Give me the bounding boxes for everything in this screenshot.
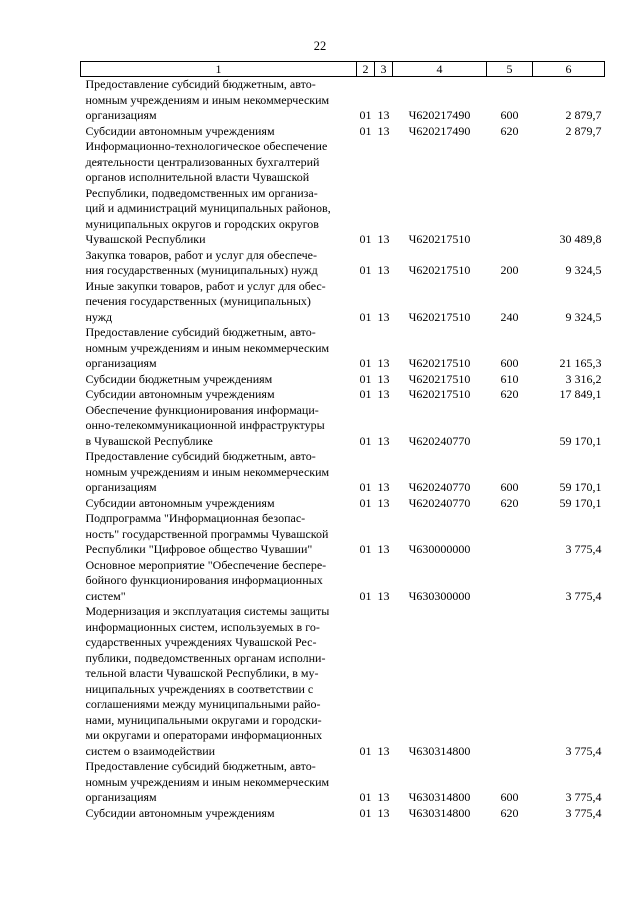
expense-type-code: [487, 139, 533, 248]
row-name-line: номным учреждениям и иным некоммерческим: [85, 340, 330, 355]
section-code: 01: [359, 263, 372, 277]
table-row: [81, 325, 605, 372]
row-name-line: Подпрограмма "Информационная безопас-: [85, 511, 306, 525]
row-name-line: Предоставление субсидий бюджетным, авто-: [85, 77, 316, 91]
target-article-code: Ч620217510: [408, 371, 471, 386]
target-article-code: Ч630314800: [408, 805, 471, 820]
expense-type-code: 600: [500, 108, 519, 122]
target-article-code: Ч620217510: [408, 356, 471, 370]
target-article-code: Ч620217490: [408, 108, 471, 122]
row-name-line: ций и администраций муниципальных районов,: [85, 201, 331, 215]
row-name-line: Республики, подведомственных им организа-: [85, 185, 318, 200]
row-name-line: бойного функционирования информационных: [85, 573, 323, 587]
budget-table: [80, 61, 605, 821]
table-row: [81, 372, 605, 388]
row-name: [81, 759, 357, 806]
target-article-code: Ч620240770: [408, 480, 471, 494]
row-name-line: нужд: [85, 309, 113, 324]
amount: 3 775,4: [565, 790, 602, 804]
amount: 3 316,2: [565, 371, 602, 386]
expense-type-code: [487, 558, 533, 605]
row-name-line: Иные закупки товаров, работ и услуг для обес-: [85, 278, 326, 293]
row-name-line: деятельности централизованных бухгалтерий: [85, 154, 320, 169]
row-name: [81, 604, 357, 759]
row-name-line: сударственных учреждениях Чувашской Рес-: [85, 635, 317, 649]
row-name: [81, 279, 357, 326]
page-number: 22: [313, 39, 327, 53]
target-article-code: Ч630300000: [408, 588, 471, 603]
row-name-line: Основное мероприятие "Обеспечение беспере-: [85, 557, 327, 572]
section-code: 01: [359, 480, 372, 494]
subsection-code: 13: [377, 542, 390, 556]
target-article-code: Ч620240770: [408, 495, 471, 510]
row-name-line: номным учреждениям и иным некоммерческим: [85, 774, 330, 789]
section-code: 01: [359, 108, 372, 122]
table-body: [81, 77, 605, 822]
target-article-code: Ч620217510: [408, 309, 471, 324]
table-row: [81, 511, 605, 558]
expense-type-code: 600: [500, 480, 519, 494]
row-name: [81, 449, 357, 496]
subsection-code: 13: [377, 123, 390, 138]
row-name-line: Чувашской Республики: [85, 232, 206, 246]
target-article-code: Ч620240770: [408, 433, 471, 448]
row-name-line: организациям: [85, 790, 157, 804]
row-name-line: Субсидии автономным учреждениям: [85, 805, 275, 820]
row-name-line: Информационно-технологическое обеспечение: [85, 139, 328, 153]
subsection-code: 13: [377, 480, 390, 494]
expense-type-code: 620: [500, 805, 519, 820]
table-header-row: [81, 62, 605, 77]
section-code: 01: [359, 433, 372, 448]
row-name-line: онно-телекоммуникационной инфраструктуры: [85, 418, 325, 432]
row-name-line: Предоставление субсидий бюджетным, авто-: [85, 449, 316, 463]
target-article-code: Ч620217510: [408, 263, 471, 277]
row-name-line: информационных систем, используемых в го-: [85, 619, 320, 634]
section-code: 01: [359, 790, 372, 804]
amount: 3 775,4: [565, 588, 602, 603]
amount: 3 775,4: [565, 743, 602, 758]
row-name-line: Предоставление субсидий бюджетным, авто-: [85, 325, 316, 339]
table-row: [81, 449, 605, 496]
section-code: 01: [359, 356, 372, 370]
subsection-code: 13: [377, 588, 390, 603]
subsection-code: 13: [377, 790, 390, 804]
subsection-code: 13: [377, 805, 390, 820]
expense-type-code: 620: [500, 123, 519, 138]
column-header-5: 5: [487, 62, 533, 77]
subsection-code: 13: [377, 263, 390, 277]
section-code: 01: [359, 371, 372, 386]
section-code: 01: [359, 123, 372, 138]
column-header-2: 2: [357, 62, 375, 77]
row-name-line: ми округами и операторами информационных: [85, 728, 323, 742]
row-name-line: органов исполнительной власти Чувашской: [85, 170, 310, 184]
row-name: [81, 496, 357, 512]
row-name: [81, 558, 357, 605]
expense-type-code: 620: [500, 387, 519, 401]
column-header-4: 4: [393, 62, 487, 77]
row-name-line: публики, подведомственных органам исполни-: [85, 650, 326, 665]
subsection-code: 13: [377, 387, 390, 401]
row-name: [81, 77, 357, 124]
expense-type-code: 600: [500, 790, 519, 804]
table-row: [81, 77, 605, 124]
row-name-line: в Чувашской Республике: [85, 433, 213, 448]
subsection-code: 13: [377, 108, 390, 122]
row-name-line: тельной власти Чувашской Республики, в му-: [85, 666, 319, 680]
expense-type-code: [487, 511, 533, 558]
table-row: [81, 496, 605, 512]
row-name-line: номным учреждениям и иным некоммерческим: [85, 464, 330, 479]
row-name-line: систем": [85, 588, 126, 603]
row-name: [81, 139, 357, 248]
section-code: 01: [359, 805, 372, 820]
expense-type-code: [487, 403, 533, 450]
expense-type-code: 620: [500, 495, 519, 510]
row-name-line: систем о взаимодействии: [85, 743, 216, 758]
target-article-code: Ч630314800: [408, 743, 471, 758]
table-row: [81, 558, 605, 605]
row-name-line: Субсидии автономным учреждениям: [85, 495, 275, 510]
amount: 30 489,8: [559, 232, 602, 246]
expense-type-code: [487, 604, 533, 759]
section-code: 01: [359, 542, 372, 556]
subsection-code: 13: [377, 743, 390, 758]
row-name: [81, 387, 357, 403]
amount: 59 170,1: [559, 433, 602, 448]
row-name-line: организациям: [85, 480, 157, 494]
amount: 9 324,5: [565, 309, 602, 324]
row-name-line: муниципальных округов и городских округов: [85, 216, 319, 231]
expense-type-code: 240: [500, 309, 519, 324]
section-code: 01: [359, 309, 372, 324]
column-header-1: 1: [81, 62, 357, 77]
row-name-line: Республики "Цифровое общество Чувашии": [85, 542, 313, 556]
row-name-line: печения государственных (муниципальных): [85, 294, 311, 308]
row-name-line: номным учреждениям и иным некоммерческим: [85, 92, 330, 107]
row-name-line: Субсидии автономным учреждениям: [85, 387, 275, 401]
row-name-line: ниципальных учреждениях в соответствии с: [85, 681, 314, 696]
target-article-code: Ч620217510: [408, 232, 471, 246]
table-row: [81, 403, 605, 450]
row-name: [81, 325, 357, 372]
row-name-line: организациям: [85, 108, 157, 122]
row-name: [81, 124, 357, 140]
subsection-code: 13: [377, 356, 390, 370]
row-name-line: Субсидии автономным учреждениям: [85, 123, 275, 138]
amount: 3 775,4: [565, 542, 602, 556]
table-row: [81, 139, 605, 248]
column-header-3: 3: [375, 62, 393, 77]
row-name-line: Обеспечение функционирования информаци-: [85, 402, 319, 417]
table-row: [81, 759, 605, 806]
amount: 17 849,1: [559, 387, 602, 401]
row-name: [81, 403, 357, 450]
amount: 9 324,5: [565, 263, 602, 277]
row-name-line: соглашениями между муниципальными райо-: [85, 697, 321, 711]
row-name-line: Закупка товаров, работ и услуг для обеспече-: [85, 247, 317, 262]
amount: 2 879,7: [565, 108, 602, 122]
table-row: [81, 387, 605, 403]
amount: 59 170,1: [559, 480, 602, 494]
target-article-code: Ч630314800: [408, 790, 471, 804]
expense-type-code: 200: [500, 263, 519, 277]
expense-type-code: 610: [500, 371, 519, 386]
table-row: [81, 604, 605, 759]
section-code: 01: [359, 232, 372, 246]
row-name: [81, 372, 357, 388]
row-name: [81, 248, 357, 279]
target-article-code: Ч620217490: [408, 123, 471, 138]
section-code: 01: [359, 588, 372, 603]
target-article-code: Ч620217510: [408, 387, 471, 401]
row-name-line: Субсидии бюджетным учреждениям: [85, 371, 273, 386]
target-article-code: Ч630000000: [408, 542, 471, 556]
table-row: [81, 806, 605, 822]
section-code: 01: [359, 387, 372, 401]
subsection-code: 13: [377, 495, 390, 510]
section-code: 01: [359, 495, 372, 510]
subsection-code: 13: [377, 371, 390, 386]
row-name-line: ния государственных (муниципальных) нужд: [85, 263, 318, 277]
subsection-code: 13: [377, 309, 390, 324]
row-name-line: Предоставление субсидий бюджетным, авто-: [85, 759, 316, 773]
row-name: [81, 511, 357, 558]
table-row: [81, 279, 605, 326]
column-header-6: 6: [533, 62, 605, 77]
row-name-line: нами, муниципальными округами и городски-: [85, 712, 322, 727]
amount: 3 775,4: [565, 805, 602, 820]
expense-type-code: 600: [500, 356, 519, 370]
section-code: 01: [359, 743, 372, 758]
row-name-line: организациям: [85, 356, 157, 370]
table-row: [81, 124, 605, 140]
row-name-line: ность" государственной программы Чувашской: [85, 526, 329, 541]
table-row: [81, 248, 605, 279]
row-name: [81, 806, 357, 822]
row-name-line: Модернизация и эксплуатация системы защиты: [85, 604, 330, 618]
subsection-code: 13: [377, 232, 390, 246]
amount: 59 170,1: [559, 495, 602, 510]
amount: 21 165,3: [559, 356, 602, 370]
amount: 2 879,7: [565, 123, 602, 138]
subsection-code: 13: [377, 433, 390, 448]
